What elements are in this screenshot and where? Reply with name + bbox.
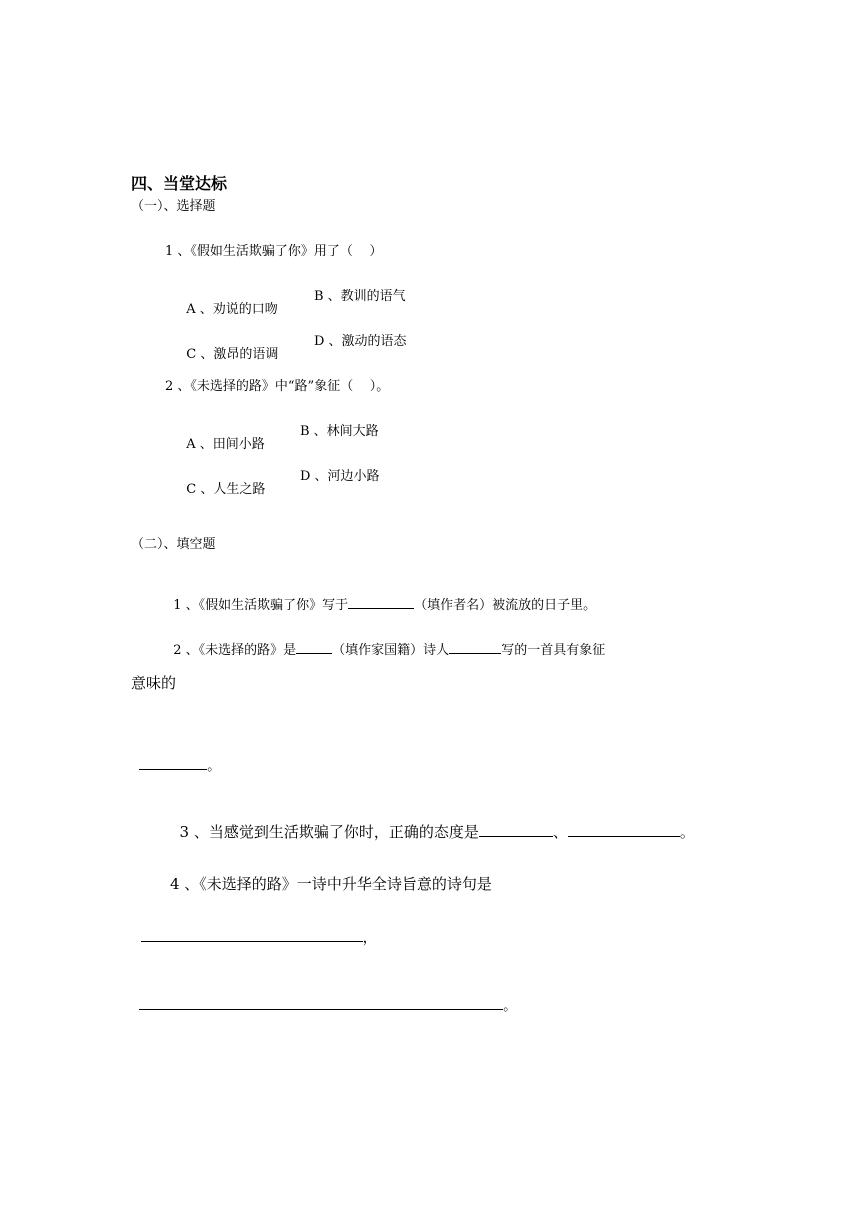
fill-q4-line-1 — [131, 914, 378, 945]
choice-q1-option-d: D 、激动的语态 — [314, 334, 407, 349]
fill-q2-blank-1[interactable] — [296, 641, 332, 654]
choice-question-2: 2 、《未选择的路》中“路”象征（ ）。 — [165, 379, 390, 394]
choice-question-1: 1 、《假如生活欺骗了你》用了（ ） — [165, 244, 383, 259]
fill-q3-period: 。 — [679, 823, 695, 841]
fill-question-1 — [165, 583, 596, 612]
section-title: 四、当堂达标 — [131, 174, 228, 193]
fill-q2-text-1: 2 、《未选择的路》是 — [173, 643, 297, 658]
fill-q4-line-2 — [131, 984, 516, 1013]
section-heading-fill: （二）、填空题 — [131, 537, 216, 552]
fill-q1-text-1: 1 、《假如生活欺骗了你》写于 — [173, 598, 349, 613]
fill-q2-continuation: 意味的 — [131, 674, 177, 692]
fill-q2-line-2 — [131, 744, 220, 773]
fill-q4-period: 。 — [503, 999, 517, 1014]
choice-q1-options-row1 — [178, 289, 406, 329]
section-heading-choice: （一）、选择题 — [131, 199, 216, 214]
choice-q2-options-row2 — [178, 469, 380, 509]
choice-q2-option-c: C 、人生之路 — [186, 482, 266, 497]
fill-q3-separator: 、 — [552, 823, 568, 841]
choice-q1-option-b: B 、教训的语气 — [314, 289, 406, 304]
fill-q2-blank-3[interactable] — [139, 757, 207, 770]
fill-q4-blank-1[interactable] — [141, 929, 363, 942]
fill-q4-comma: ， — [362, 928, 378, 946]
choice-q1-option-a: A 、劝说的口吻 — [186, 302, 278, 317]
choice-q2-options-row1 — [178, 424, 379, 464]
choice-q1-option-c: C 、激昂的语调 — [186, 347, 279, 362]
fill-question-2 — [165, 628, 605, 657]
fill-question-3 — [170, 809, 695, 840]
fill-q2-blank-2[interactable] — [449, 641, 501, 654]
choice-q1-options-row2 — [178, 334, 407, 374]
fill-q3-blank-1[interactable] — [479, 824, 553, 837]
fill-q2-period: 。 — [207, 759, 221, 774]
fill-q2-text-3: 写的一首具有象征 — [501, 643, 606, 658]
fill-q4-blank-2[interactable] — [139, 997, 503, 1010]
fill-q1-text-2: （填作者名）被流放的日子里。 — [414, 598, 597, 613]
choice-q2-option-b: B 、林间大路 — [300, 424, 379, 439]
fill-q1-blank[interactable] — [348, 596, 414, 609]
choice-q2-option-a: A 、田间小路 — [186, 437, 265, 452]
fill-q3-text: 3 、当感觉到生活欺骗了你时，正确的态度是 — [179, 823, 479, 841]
fill-q2-text-2: （填作家国籍）诗人 — [332, 643, 450, 658]
choice-q2-option-d: D 、河边小路 — [300, 469, 380, 484]
fill-q3-blank-2[interactable] — [568, 824, 680, 837]
fill-question-4: 4 、《未选择的路》一诗中升华全诗旨意的诗句是 — [170, 875, 492, 893]
